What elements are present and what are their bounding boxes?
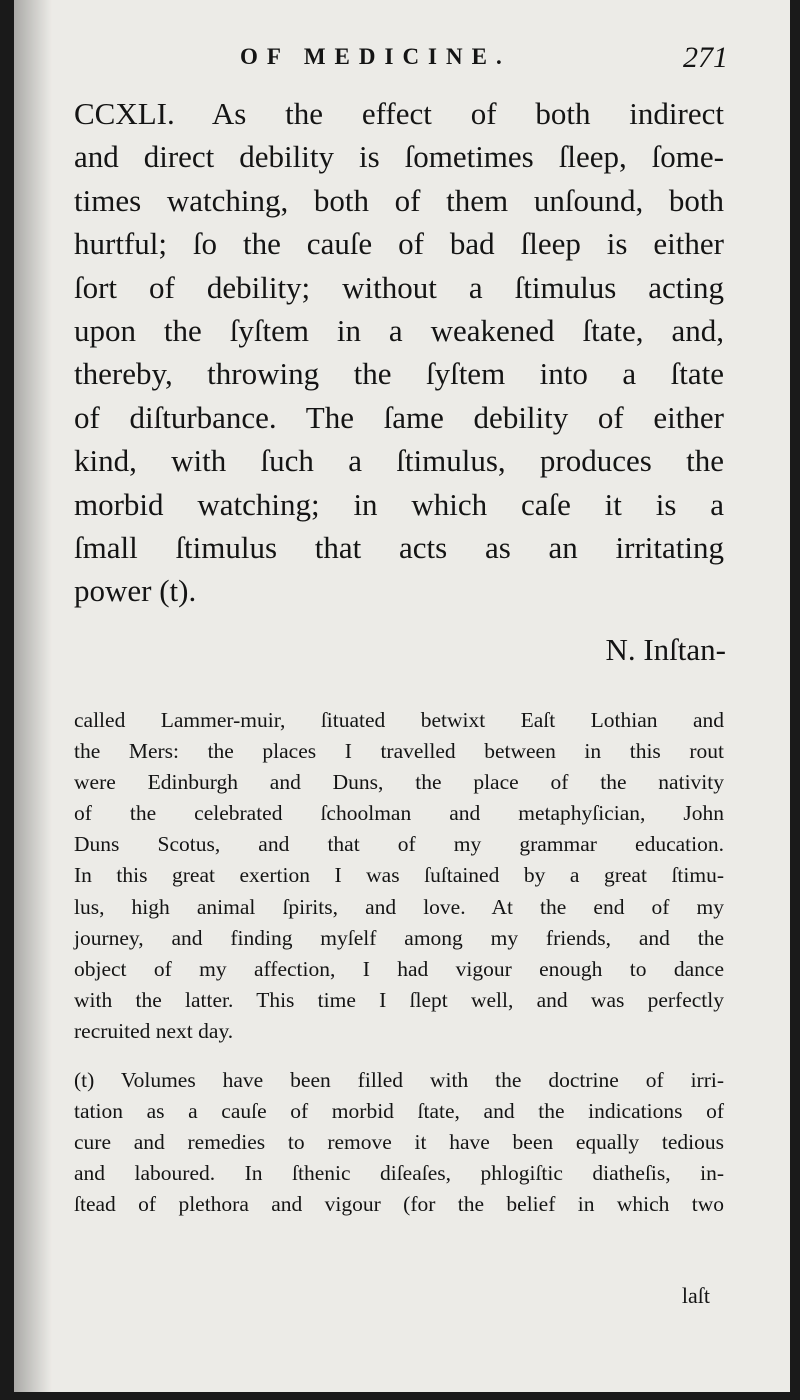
footnote-line: cure and remedies to remove it have been equally tedious [74,1130,724,1155]
page-number: 271 [683,41,728,74]
footnote-line: called Lammer-muir, ſituated betwixt Eaſt Lothian and [74,708,724,732]
footnote-line: In this great exertion I was ſuſtained by a great ſtimu- [74,863,724,888]
footnote-line: were Edinburgh and Duns, the place of the nativity [74,770,724,795]
footnote-separator [74,1047,724,1065]
book-page [14,0,790,1392]
footnote-catchword: laſt [681,1283,710,1308]
main-text-line: hurtful; ſo the cauſe of bad ſleep is either [74,226,724,262]
footnote-line: (t) Volumes have been filled with the doctrine of irri- [74,1068,724,1093]
footnote-line: the Mers: the places I travelled between in this rout [74,739,724,764]
main-text-line: kind, with ſuch a ſtimulus, produces the [74,443,724,479]
main-text-line: CCXLI. As the effect of both indirect [74,96,724,131]
footnote-continued [74,705,724,1047]
catchword: N. Inſtan- [605,632,726,667]
footnote-line: of the celebrated ſchoolman and metaphyſician, John [74,801,724,826]
footnote-line: object of my affection, I had vigour enough to dance [74,956,724,981]
footnote-line: with the latter. This time I ſlept well, and was perfectly [74,987,724,1012]
footnote-line: tation as a cauſe of morbid ſtate, and the indications of [74,1099,724,1124]
footnote-line: ſtead of plethora and vigour (for the belief in which two [74,1192,724,1217]
main-text-line: times watching, both of them unſound, both [74,182,724,218]
main-text-line: ſmall ſtimulus that acts as an irritating [74,529,724,565]
main-text-line: power (t). [74,573,197,609]
footnote-line: Duns Scotus, and that of my grammar education. [74,832,724,857]
footnote-t [74,1065,724,1220]
main-text-line: upon the ſyſtem in a weakened ſtate, and, [74,312,724,348]
footnote-line: and laboured. In ſthenic diſeaſes, phlogiſtic diatheſis, in- [74,1161,724,1186]
main-paragraph [74,92,724,613]
page-header [14,41,790,84]
main-text-line: morbid watching; in which caſe it is a [74,486,724,522]
main-text-line: thereby, throwing the ſyſtem into a ſtate [74,356,724,392]
footnote-line: journey, and finding myſelf among my friends, and the [74,925,724,950]
page-edge-shadow [14,0,52,1392]
main-text-line: and direct debility is ſometimes ſleep, ſome- [74,139,724,175]
main-text-line: of diſturbance. The ſame debility of either [74,399,724,435]
running-head: OF MEDICINE. [240,44,511,69]
footnotes [74,705,724,1221]
footnote-line: lus, high animal ſpirits, and love. At the end of my [74,894,724,919]
footnote-line: recruited next day. [74,1018,234,1043]
main-text-line: ſort of debility; without a ſtimulus acting [74,269,724,305]
